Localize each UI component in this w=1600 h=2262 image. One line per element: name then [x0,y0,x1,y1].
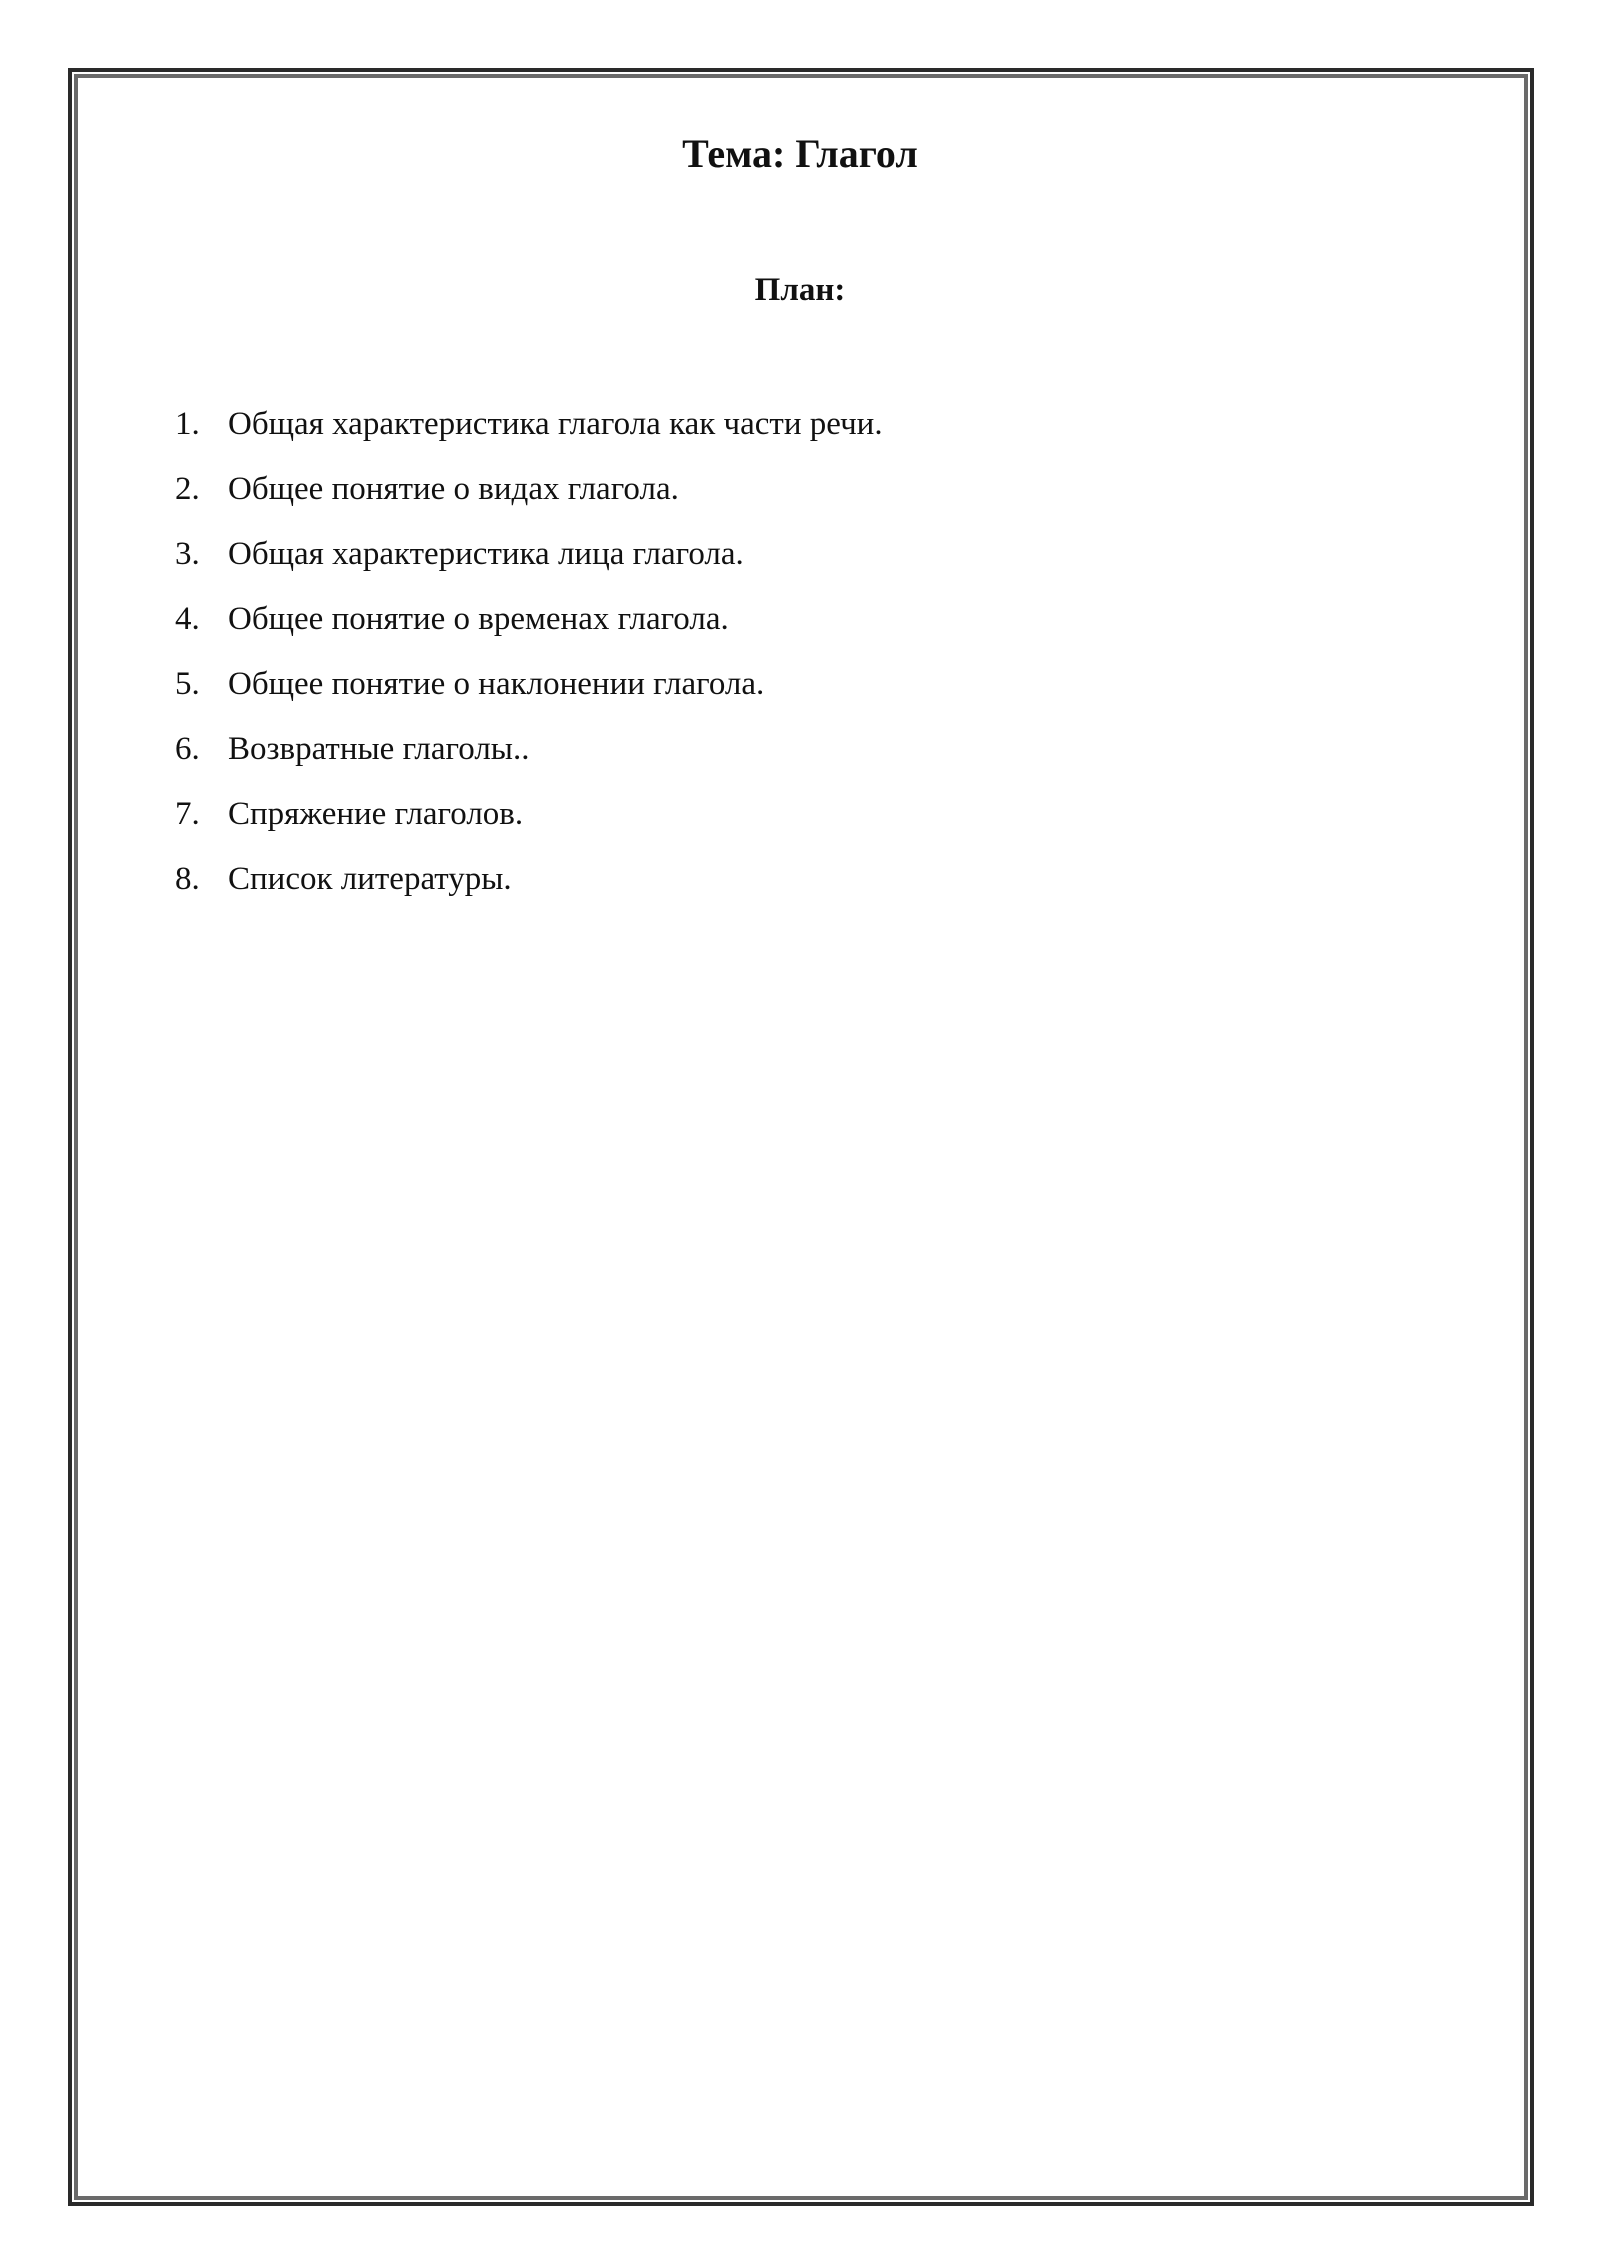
plan-list [175,400,883,920]
list-item-number: 5. [175,666,200,702]
list-item-text: Общая характеристика лица глагола. [228,536,744,572]
list-item-number: 6. [175,731,200,767]
list-item [175,530,883,595]
list-item-text: Возвратные глаголы.. [228,731,530,767]
list-item [175,400,883,465]
list-item [175,725,883,790]
list-item-text: Общее понятие о видах глагола. [228,471,679,507]
list-item-text: Общая характеристика глагола как части речи. [228,406,883,442]
list-item-text: Список литературы. [228,861,512,897]
list-item-text: Спряжение глаголов. [228,796,524,832]
list-item [175,595,883,660]
list-item [175,660,883,725]
list-item [175,465,883,530]
list-item-number: 3. [175,536,200,572]
list-item [175,790,883,855]
list-item-number: 7. [175,796,200,832]
list-item-number: 2. [175,471,200,507]
page-border [68,68,1534,2206]
page-title: Тема: Глагол [682,131,918,176]
list-item [175,855,883,920]
plan-heading: План: [754,272,846,308]
list-item-number: 1. [175,406,200,442]
list-item-text: Общее понятие о наклонении глагола. [228,666,765,702]
list-item-text: Общее понятие о временах глагола. [228,601,729,637]
list-item-number: 8. [175,861,200,897]
list-item-number: 4. [175,601,200,637]
